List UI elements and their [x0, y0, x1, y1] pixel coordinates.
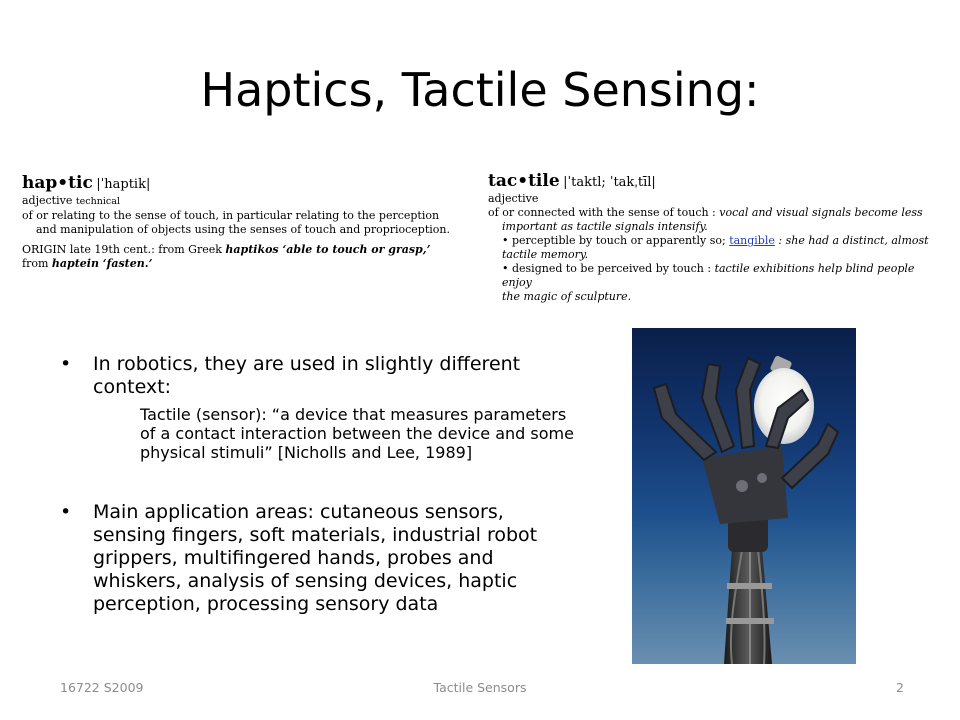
origin-term-2: haptein ‘fasten.’: [51, 257, 153, 270]
headword: tac•tile: [488, 171, 560, 191]
bullet-subtext: Tactile (sensor): “a device that measures parameters of a contact interaction between the device and some physical stimuli” [Nicholls and Lee, 1989]: [140, 405, 574, 462]
bullet-text: Main application areas: cutaneous sensors, sensing fingers, soft materials, industrial robot grippers, multifingered hands, probes and whiskers, analysis of sensing devices, haptic perception, processing sensory data: [93, 501, 538, 615]
bullet-glyph: •: [60, 501, 72, 523]
tangible-link[interactable]: tangible: [729, 234, 775, 247]
pos-label: technical: [75, 196, 120, 207]
sense-1-main: of or connected with the sense of touch :: [488, 206, 716, 219]
origin: [22, 243, 467, 271]
sense-1: [488, 206, 933, 220]
part-of-speech: [22, 194, 467, 209]
bullet-list: [60, 353, 580, 616]
bullet-item: [60, 501, 580, 616]
footer-course: 16722 S2009: [60, 680, 144, 695]
bullet-item: [60, 353, 580, 399]
sense-1-example-b: important as tactile signals intensify.: [502, 220, 708, 233]
sense-2-main: • perceptible by touch or apparently so;: [502, 234, 726, 247]
bullet-glyph: •: [60, 353, 72, 375]
origin-prefix: ORIGIN late 19th cent.: from Greek: [22, 243, 222, 256]
sense-2: [488, 234, 933, 248]
sense-3: [488, 262, 933, 290]
robot-palm: [702, 446, 788, 552]
sense-1-example-a: vocal and visual signals become less: [719, 206, 923, 219]
pos-word: adjective: [22, 194, 73, 207]
slide-title: Haptics, Tactile Sensing:: [200, 63, 760, 117]
slide-number: 2: [896, 680, 904, 695]
forearm-cables: [724, 548, 774, 664]
footer-title: Tactile Sensors: [433, 680, 527, 695]
dictionary-entry-tactile: [488, 170, 933, 312]
definition-line-2: and manipulation of objects using the senses of touch and proprioception.: [36, 223, 450, 236]
headword: hap•tic: [22, 173, 93, 193]
definition-line-1: of or relating to the sense of touch, in particular relating to the perception: [22, 209, 440, 222]
sense-3-example-b: the magic of sculpture.: [502, 290, 632, 303]
sense-2-example-a: : she had a distinct, almost: [778, 234, 929, 247]
dictionary-entry-haptic: [22, 172, 467, 292]
sense-3-main: • designed to be perceived by touch :: [502, 262, 712, 275]
origin-from: from: [22, 257, 49, 270]
pronunciation: |ˈhaptik|: [96, 177, 151, 192]
part-of-speech: adjective: [488, 192, 539, 205]
origin-term: haptikos ‘able to touch or grasp,’: [225, 243, 431, 256]
sense-2-example-b: tactile memory.: [502, 248, 589, 261]
pronunciation: |ˈtaktl; ˈtakˌtīl|: [563, 175, 656, 190]
robot-hand-lightbulb-photo: [632, 328, 856, 664]
robot-hand-illustration: [632, 328, 856, 664]
sense-3-example-a: tactile exhibitions help blind people enjoy: [502, 262, 915, 289]
bullet-text: In robotics, they are used in slightly different context:: [93, 353, 521, 398]
